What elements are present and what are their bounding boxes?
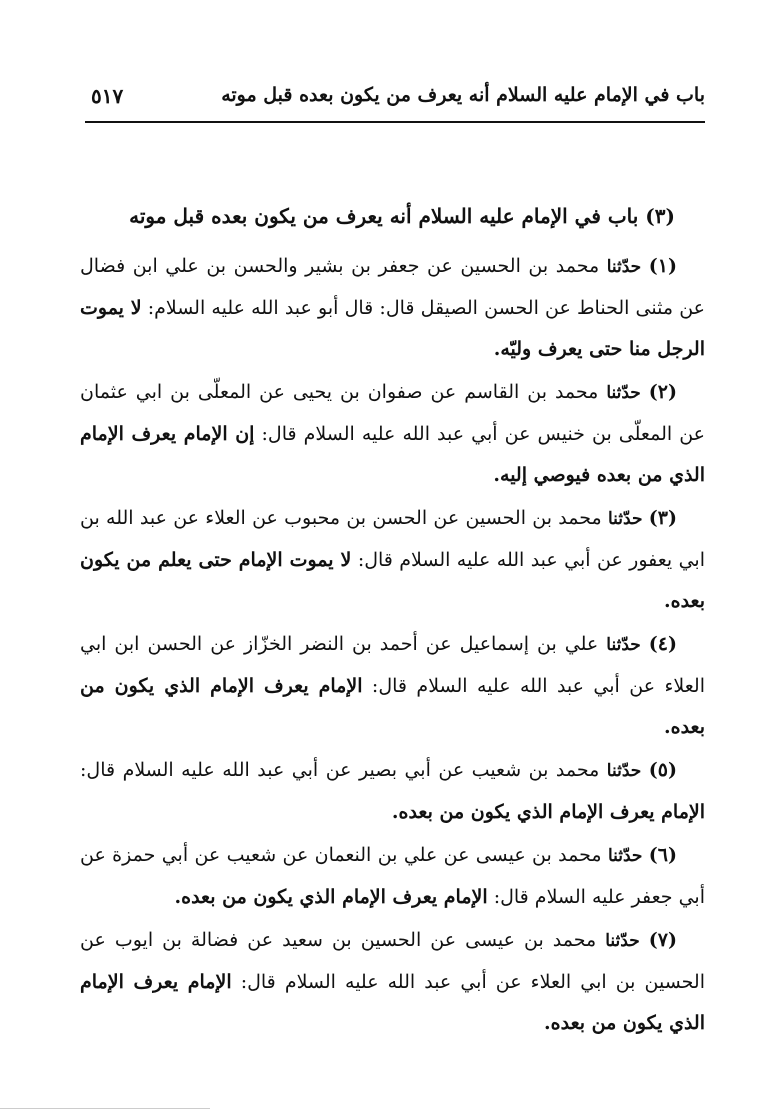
hadith-6 [80,835,705,918]
hadith-opening: حدّثنا [606,383,641,403]
hadith-number: (٣) [648,507,677,529]
hadith-5 [80,750,705,833]
scan-edge-line [0,1108,210,1109]
hadith-chain: محمد بن شعيب عن أبي بصير عن أبي عبد الله عليه السلام قال: [80,759,600,781]
hadith-4 [80,624,705,748]
hadith-text: لا يموت الإمام حتى يعلم من يكون بعده. [80,549,705,612]
hadith-opening: حدّثنا [607,846,643,866]
hadith-chain: محمد بن الحسين عن جعفر بن بشير والحسن بن علي ابن فضال عن مثنى الحناط عن الحسن الصيقل قال: قال أبو عبد الله عليه السلام: [80,255,706,319]
chapter-title: (٣) باب في الإمام عليه السلام أنه يعرف من يكون بعده قبل موته [129,204,675,228]
hadith-number: (٥) [648,759,677,781]
page-number: ٥١٧ [91,84,124,108]
hadith-chain: محمد بن عيسى عن الحسين بن سعيد عن فضالة بن ايوب عن الحسين بن ابي العلاء عن أبي عبد الله عليه السلام قال: [80,929,705,993]
hadith-text: الإمام يعرف الإمام الذي يكون من بعده. [174,886,488,908]
hadith-opening: حدّثنا [606,635,641,655]
hadith-2 [80,372,705,496]
hadith-chain: علي بن إسماعيل عن أحمد بن النضر الخزّاز عن الحسن ابن ابي العلاء عن أبي عبد الله عليه السلام قال: [80,633,705,697]
hadith-text: لا يموت الرجل منا حتى يعرف وليّه. [80,297,705,360]
hadith-opening: حدّثنا [608,509,643,529]
hadith-text: الإمام يعرف الإمام الذي يكون من بعده. [80,971,705,1034]
hadith-opening: حدّثنا [605,931,640,951]
running-header-title: باب في الإمام عليه السلام أنه يعرف من يكون بعده قبل موته [221,84,705,106]
hadith-chain: محمد بن القاسم عن صفوان بن يحيى عن المعلّى بن ابي عثمان عن المعلّى بن خنيس عن أبي عبد الله عليه السلام قال: [80,381,705,445]
hadith-number: (١) [648,255,677,277]
hadith-3 [80,498,705,622]
hadith-number: (٢) [648,381,677,403]
hadith-text: إن الإمام يعرف الإمام الذي من بعده فيوصي إليه. [80,423,705,486]
hadith-chain: محمد بن الحسين عن الحسن بن محبوب عن العلاء عن عبد الله بن ابي يعفور عن أبي عبد الله عليه السلام قال: [80,507,705,571]
hadith-number: (٦) [648,844,678,866]
hadith-chain: محمد بن عيسى عن علي بن النعمان عن شعيب عن أبي حمزة عن أبي جعفر عليه السلام قال: [80,844,705,908]
hadith-opening: حدّثنا [606,257,642,277]
hadith-opening: حدّثنا [606,761,642,781]
hadith-text: الإمام يعرف الإمام الذي يكون من بعده. [391,801,705,823]
hadith-text: الإمام يعرف الإمام الذي يكون من بعده. [80,675,705,738]
header-rule [85,121,705,123]
hadith-7 [80,920,705,1044]
running-header [85,82,705,118]
hadith-number: (٤) [648,633,677,655]
page-content [80,192,705,1044]
hadith-number: (٧) [648,929,677,951]
hadith-1 [80,246,705,370]
